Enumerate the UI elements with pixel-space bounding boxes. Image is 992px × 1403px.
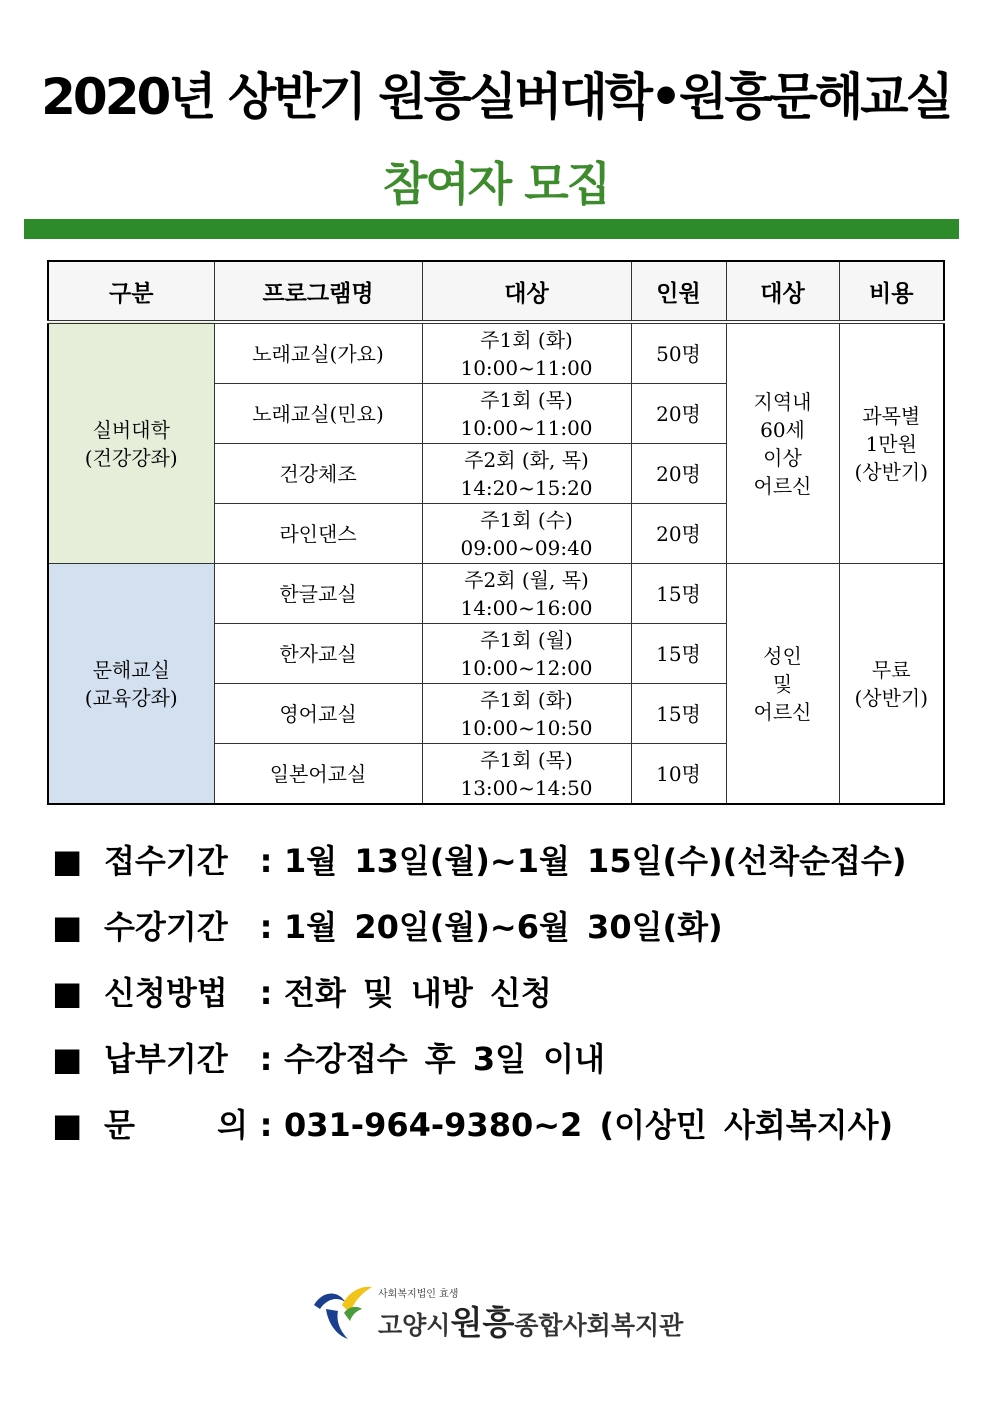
info-list	[52, 836, 952, 1166]
cost-cell	[839, 322, 944, 564]
table-row	[48, 322, 944, 384]
square-bullet-icon: ■	[52, 1040, 83, 1078]
category-name: 실버대학	[92, 417, 170, 442]
program-name: 건강체조	[214, 444, 422, 504]
program-name: 한자교실	[214, 624, 422, 684]
schedule-time: 10:00~12:00	[460, 655, 593, 680]
target-line: 어르신	[753, 473, 812, 498]
schedule-time: 13:00~14:50	[460, 775, 593, 800]
target-line: 어르신	[753, 699, 812, 724]
poster-title: 2020년 상반기 원흥실버대학•원흥문해교실	[41, 68, 951, 126]
schedule-time: 09:00~09:40	[460, 535, 593, 560]
poster-subtitle: 참여자 모집	[382, 157, 610, 211]
info-label-part: 문	[104, 1106, 135, 1144]
info-value: 1월 13일(월)~1월 15일(수)(선착순접수)	[284, 842, 907, 880]
schedule-time: 14:00~16:00	[460, 595, 593, 620]
count-cell: 15명	[631, 564, 726, 624]
category-sub: (건강강좌)	[84, 445, 178, 470]
cost-line: (상반기)	[854, 459, 929, 484]
target-line: 이상	[763, 445, 802, 470]
program-name: 노래교실(가요)	[214, 322, 422, 384]
table-header-row	[48, 261, 944, 322]
info-label: 접수기간	[104, 842, 228, 880]
header-category: 구분	[48, 261, 214, 322]
schedule-time: 14:20~15:20	[460, 475, 593, 500]
target-line: 성인	[763, 643, 802, 668]
count-cell: 20명	[631, 384, 726, 444]
category-cell	[48, 322, 214, 564]
schedule-time: 10:00~11:00	[460, 415, 593, 440]
schedule-days: 주1회 (수)	[480, 507, 573, 532]
logo-name-part: 고양시	[378, 1311, 451, 1340]
header-target: 대상	[726, 261, 839, 322]
cost-cell	[839, 564, 944, 805]
divider-bar	[24, 219, 959, 239]
schedule-cell	[422, 744, 631, 805]
schedule-days: 주2회 (월, 목)	[464, 567, 589, 592]
schedule-cell	[422, 384, 631, 444]
info-colon: :	[259, 908, 273, 946]
schedule-days: 주1회 (목)	[480, 747, 573, 772]
schedule-days: 주1회 (목)	[480, 387, 573, 412]
info-colon: :	[259, 842, 273, 880]
schedule-days: 주2회 (화, 목)	[464, 447, 589, 472]
schedule-cell	[422, 684, 631, 744]
schedule-days: 주1회 (월)	[480, 627, 573, 652]
info-row-inquiry	[52, 1100, 952, 1166]
target-cell	[726, 564, 839, 805]
info-label: 납부기간	[104, 1040, 228, 1078]
info-label	[104, 1100, 248, 1166]
logo-small-text: 사회복지법인 효생	[378, 1289, 459, 1300]
info-row-course-period	[52, 902, 952, 968]
header-schedule: 대상	[422, 261, 631, 322]
square-bullet-icon: ■	[52, 908, 83, 946]
program-name: 영어교실	[214, 684, 422, 744]
square-bullet-icon: ■	[52, 1106, 83, 1144]
info-value: 전화 및 내방 신청	[284, 974, 552, 1012]
info-colon: :	[259, 974, 273, 1012]
program-name: 노래교실(민요)	[214, 384, 422, 444]
count-cell: 20명	[631, 504, 726, 564]
count-cell: 50명	[631, 322, 726, 384]
info-label: 수강기간	[104, 908, 228, 946]
logo-name-emphasis: 원흥	[450, 1303, 515, 1342]
schedule-days: 주1회 (화)	[480, 327, 573, 352]
header-program: 프로그램명	[214, 261, 422, 322]
logo-name	[378, 1297, 683, 1344]
program-name: 한글교실	[214, 564, 422, 624]
count-cell: 20명	[631, 444, 726, 504]
schedule-time: 10:00~11:00	[460, 355, 593, 380]
info-value: 1월 20일(월)~6월 30일(화)	[284, 908, 723, 946]
category-cell	[48, 564, 214, 805]
target-line: 및	[772, 671, 793, 696]
logo-name-part: 종합사회복지관	[514, 1311, 684, 1340]
header-count: 인원	[631, 261, 726, 322]
program-name: 일본어교실	[214, 744, 422, 805]
schedule-days: 주1회 (화)	[480, 687, 573, 712]
info-colon: :	[259, 1040, 273, 1078]
count-cell: 15명	[631, 684, 726, 744]
info-row-payment-period	[52, 1034, 952, 1100]
category-name: 문해교실	[92, 657, 170, 682]
info-row-application-period	[52, 836, 952, 902]
program-table	[47, 260, 945, 805]
target-line: 60세	[760, 417, 805, 442]
program-name: 라인댄스	[214, 504, 422, 564]
table-row	[48, 564, 944, 624]
logo-mark-icon	[312, 1283, 374, 1343]
welfare-center-logo	[312, 1283, 692, 1353]
info-colon: :	[259, 1106, 273, 1144]
schedule-cell	[422, 564, 631, 624]
header-cost: 비용	[839, 261, 944, 322]
schedule-cell	[422, 504, 631, 564]
cost-line: 1만원	[865, 431, 917, 456]
cost-line: (상반기)	[854, 685, 929, 710]
count-cell: 15명	[631, 624, 726, 684]
schedule-time: 10:00~10:50	[460, 715, 593, 740]
target-cell	[726, 322, 839, 564]
schedule-cell	[422, 322, 631, 384]
square-bullet-icon: ■	[52, 842, 83, 880]
info-row-apply-method	[52, 968, 952, 1034]
cost-line: 과목별	[862, 403, 921, 428]
cost-line: 무료	[871, 657, 911, 682]
info-value: 031-964-9380~2 (이상민 사회복지사)	[284, 1106, 894, 1144]
count-cell: 10명	[631, 744, 726, 805]
target-line: 지역내	[753, 389, 812, 414]
square-bullet-icon: ■	[52, 974, 83, 1012]
schedule-cell	[422, 624, 631, 684]
info-label: 신청방법	[104, 974, 228, 1012]
category-sub: (교육강좌)	[84, 685, 178, 710]
schedule-cell	[422, 444, 631, 504]
info-value: 수강접수 후 3일 이내	[284, 1040, 605, 1078]
info-label-part: 의	[217, 1106, 248, 1144]
